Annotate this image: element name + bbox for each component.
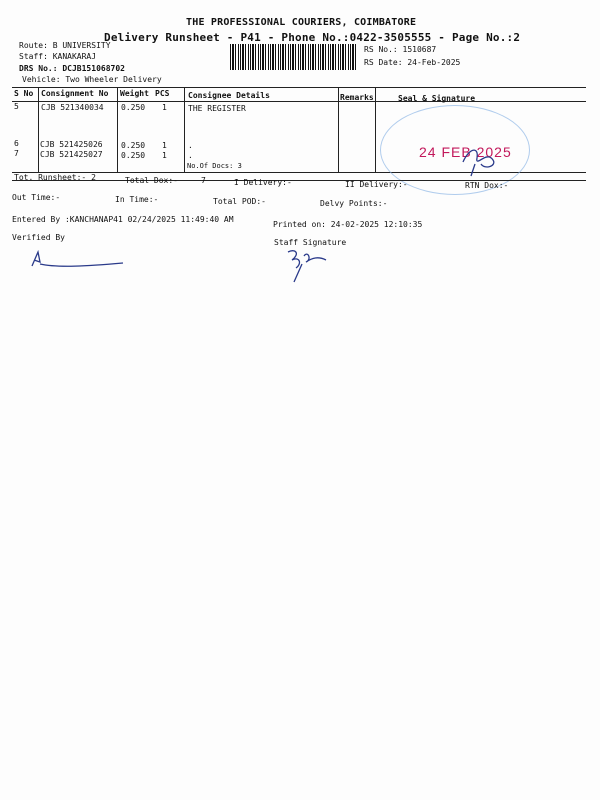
- verified-signature-icon: [28, 248, 128, 273]
- table-row-weight: 0.250: [121, 151, 146, 160]
- col-divider: [375, 87, 376, 172]
- vehicle-label: Vehicle: Two Wheeler Delivery: [22, 75, 162, 84]
- out-time: Out Time:-: [12, 193, 61, 202]
- header-remarks: Remarks: [340, 93, 374, 102]
- table-row-consignment: CJB 521425027: [40, 150, 103, 159]
- drs-label: DRS No.: DCJB151068702: [19, 64, 125, 73]
- header-seal: Seal & Signature: [398, 94, 476, 103]
- table-row-weight: 0.250: [121, 103, 146, 112]
- table-row-pcs: 1: [162, 103, 167, 112]
- no-of-docs: No.Of Docs: 3: [187, 162, 242, 170]
- table-header-border: [12, 101, 586, 102]
- table-row-pcs: 1: [162, 141, 167, 150]
- table-row-sno: 7: [14, 149, 19, 158]
- delvy-points: Delvy Points:-: [320, 199, 388, 208]
- table-row-consignee: .: [188, 151, 193, 160]
- table-row-sno: 6: [14, 139, 19, 148]
- route-label: Route: B UNIVERSITY: [19, 41, 111, 50]
- staff-signature-label: Staff Signature: [274, 238, 347, 247]
- rs-date-label: RS Date: 24-Feb-2025: [364, 58, 461, 67]
- rs-no-label: RS No.: 1510687: [364, 45, 437, 54]
- col-divider: [338, 87, 339, 172]
- tot-runsheet: Tot. Runsheet:- 2: [14, 173, 96, 182]
- entered-by: Entered By :KANCHANAP41 02/24/2025 11:49:40 AM: [12, 215, 234, 224]
- printed-on: Printed on: 24-02-2025 12:10:35: [273, 220, 423, 229]
- col-divider: [38, 87, 39, 172]
- header-weight: Weight: [120, 89, 149, 98]
- table-row-consignee: THE REGISTER: [188, 104, 246, 113]
- staff-signature-icon: [282, 246, 332, 286]
- runsheet-title: Delivery Runsheet - P41 - Phone No.:0422-3505555 - Page No.:2: [104, 31, 521, 44]
- table-row-consignment: CJB 521425026: [40, 140, 103, 149]
- total-pod: Total POD:-: [213, 197, 266, 206]
- ii-delivery: II Delivery:-: [345, 180, 408, 189]
- table-top-border: [12, 87, 586, 88]
- total-dox-label: Total Dox:-: [125, 176, 178, 185]
- total-dox-value: 7: [201, 176, 206, 185]
- i-delivery: I Delivery:-: [234, 178, 292, 187]
- col-divider: [184, 87, 185, 172]
- staff-label: Staff: KANAKARAJ: [19, 52, 97, 61]
- rtn-dox: RTN Dox:-: [465, 181, 509, 190]
- col-divider: [117, 87, 118, 172]
- seal-signature-icon: [455, 140, 505, 180]
- verified-by-label: Verified By: [12, 233, 65, 242]
- header-pcs: PCS: [155, 89, 170, 98]
- table-row-pcs: 1: [162, 151, 167, 160]
- in-time: In Time:-: [115, 195, 159, 204]
- table-row-consignment: CJB 521340034: [41, 103, 104, 112]
- table-row-sno: 5: [14, 102, 19, 111]
- stamp-date: 24 FEB 2025: [419, 144, 512, 160]
- table-row-weight: 0.250: [121, 141, 146, 150]
- header-consignment: Consignment No: [41, 89, 109, 98]
- company-title: THE PROFESSIONAL COURIERS, COIMBATORE: [186, 17, 417, 28]
- header-sno: S No: [14, 89, 34, 98]
- barcode-image: [230, 44, 358, 70]
- table-row-consignee: .: [188, 141, 193, 150]
- header-consignee: Consignee Details: [188, 91, 270, 100]
